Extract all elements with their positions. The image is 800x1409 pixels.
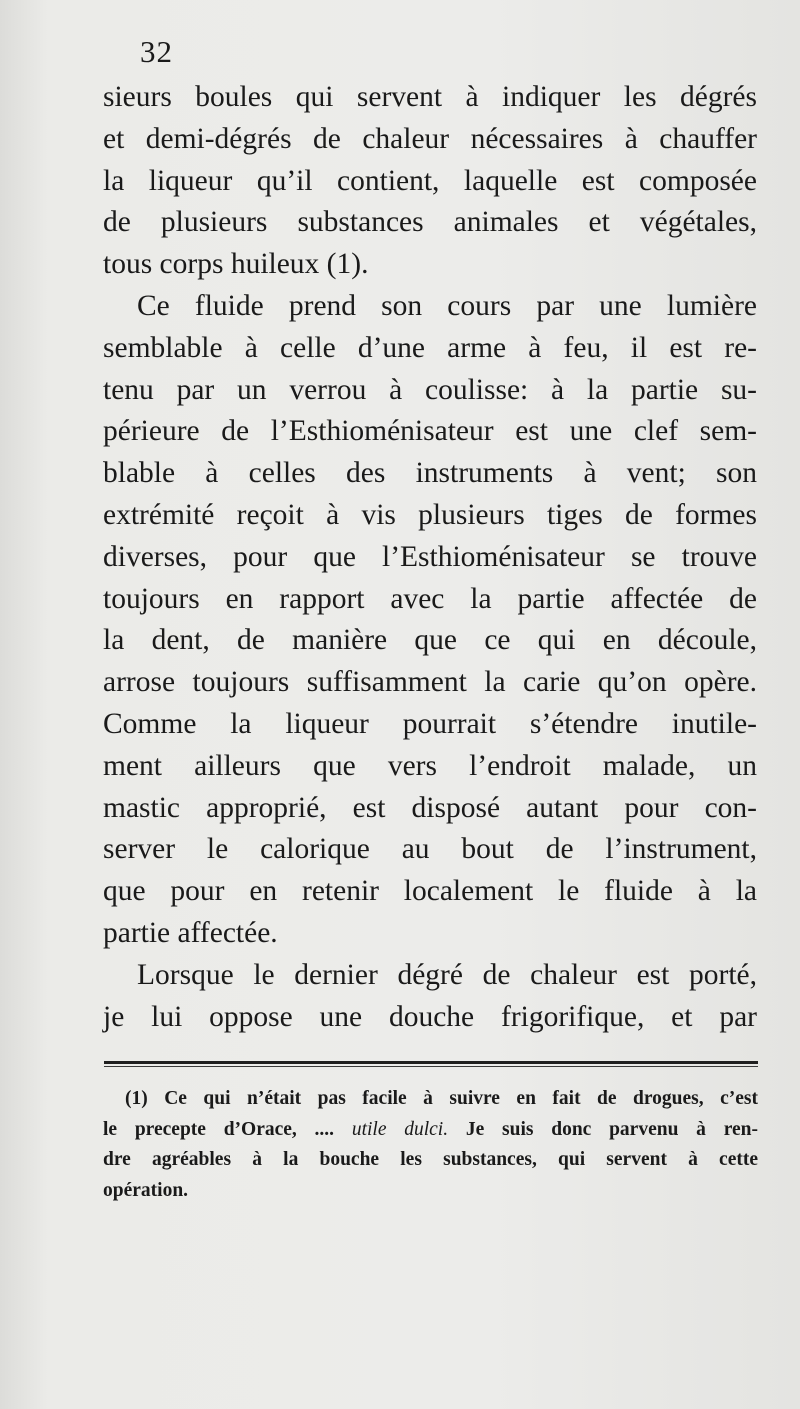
text-line: tenu par un verrou à coulisse: à la partie su-	[103, 373, 757, 406]
text-line: semblable à celle d’une arme à feu, il est re-	[103, 331, 757, 364]
text-line: de plusieurs substances animales et végétales,	[103, 206, 757, 239]
text-line: et demi-dégrés de chaleur nécessaires à chauffer	[103, 122, 757, 155]
footnote-text: le precepte d’Orace, ....	[103, 1118, 352, 1140]
text-line: la dent, de manière que ce qui en découle,	[103, 624, 757, 657]
text-line: la liqueur qu’il contient, laquelle est composée	[103, 164, 757, 197]
text-line: diverses, pour que l’Esthioménisateur se trouve	[103, 540, 757, 573]
text-line: server le calorique au bout de l’instrument,	[103, 833, 757, 866]
footnote-separator-thin-rule	[104, 1066, 758, 1067]
text-line: partie affectée.	[103, 916, 278, 949]
footnote-line: (1) Ce qui n’était pas facile à suivre en fait de drogues, c’est	[125, 1088, 758, 1109]
text-line: sieurs boules qui servent à indiquer les dégrés	[103, 81, 757, 113]
footnote-italic-quote: utile dulci.	[351, 1118, 449, 1140]
text-line: mastic approprié, est disposé autant pour con-	[103, 791, 757, 824]
footnote-separator-rule	[104, 1061, 758, 1064]
text-line: blable à celles des instruments à vent; son	[103, 457, 757, 490]
footnote-line: dre agréables à la bouche les substances, qui servent à cette	[103, 1149, 758, 1170]
text-line: je lui oppose une douche frigorifique, et par	[103, 1000, 757, 1033]
text-line: toujours en rapport avec la partie affectée de	[103, 582, 757, 615]
body-text	[103, 77, 757, 1038]
footnote-line	[103, 1115, 758, 1146]
text-line: Ce fluide prend son cours par une lumière	[137, 289, 757, 322]
text-line: que pour en retenir localement le fluide à la	[103, 875, 757, 908]
text-line: ment ailleurs que vers l’endroit malade, un	[103, 749, 757, 782]
footnote	[103, 1084, 758, 1206]
text-line: Comme la liqueur pourrait s’étendre inutile-	[103, 707, 757, 740]
text-line: périeure de l’Esthioménisateur est une clef sem-	[103, 415, 757, 448]
footnote-text: Je suis donc parvenu à ren-	[448, 1118, 758, 1140]
text-line: tous corps huileux (1).	[103, 248, 369, 281]
page-number: 32	[140, 34, 173, 69]
text-line: extrémité reçoit à vis plusieurs tiges de formes	[103, 498, 757, 531]
text-line: arrose toujours suffisamment la carie qu’on opère.	[103, 666, 757, 699]
footnote-line: opération.	[103, 1179, 189, 1201]
text-line: Lorsque le dernier dégré de chaleur est porté,	[137, 958, 757, 991]
